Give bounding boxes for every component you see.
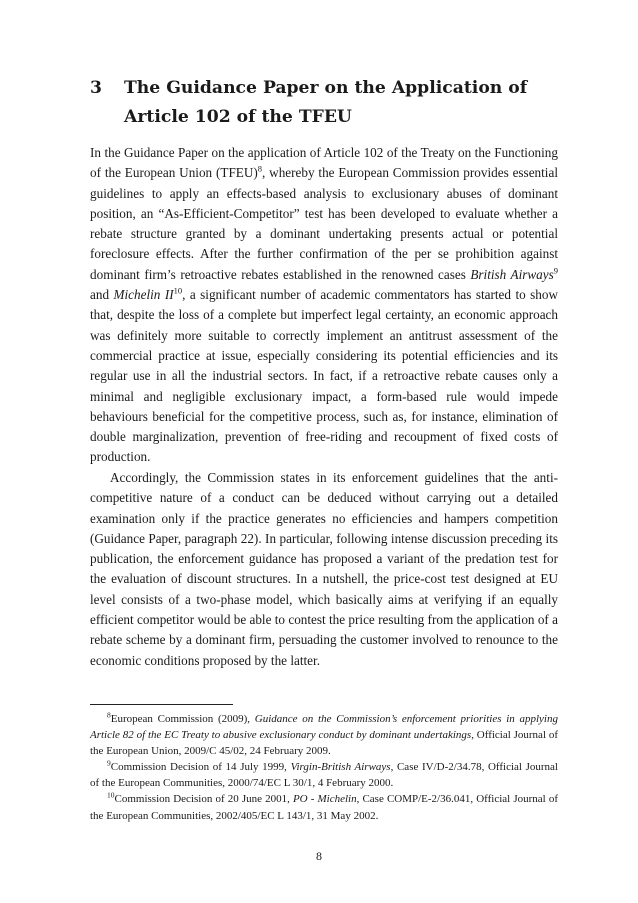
footnote-ref-9[interactable]: 9: [553, 265, 558, 276]
footnote-rule: [90, 704, 233, 705]
footnote-8: [90, 711, 558, 759]
case-name-michelin: Michelin II: [113, 287, 174, 303]
footnote-text: European Commission (2009),: [110, 713, 255, 725]
paragraph-text: and: [90, 287, 114, 303]
footnote-mark: 9: [107, 758, 111, 768]
paragraph-text: , whereby the European Commission provides essential guidelines to apply an effects-based analysis to exclusionary abuses of dominant position, an “As-Efficient-Competitor” test has been developed to evaluate whether a rebate structure granted by a dominant undertaking presents actual or potential foreclosure effects. After the further confirmation of the per se prohibition against dominant firm’s retroactive rebates established in the renowned cases: [90, 165, 558, 282]
section-title: The Guidance Paper on the Application of Article 102 of the TFEU: [124, 78, 528, 127]
footnote-text: Commission Decision of 20 June 2001,: [114, 793, 293, 806]
footnote-text: , Official Journal of the European Union, 2009/C 45/02, 24 February 2009.: [90, 729, 558, 758]
footnote-text: , Case COMP/E-2/36.041, Official Journal of the European Communities, 2002/405/EC L 143/1, 31 May 2002.: [90, 793, 558, 822]
footnote-ref-10[interactable]: 10: [173, 285, 183, 296]
footnote-title: PO - Michelin: [292, 793, 357, 806]
footnote-title: Guidance on the Commission’s enforcement priorities in applying Article 82 of the EC Treaty to abusive exclusionary conduct by dominant undertakings: [90, 713, 558, 742]
footnotes: [90, 711, 558, 824]
footnote-mark: 10: [107, 790, 115, 800]
section-number: 3: [90, 78, 102, 98]
footnote-text: , Case IV/D-2/34.78, Official Journal of the European Communities, 2000/74/EC L 30/1, 4 February 2000.: [90, 761, 558, 790]
footnote-9: [90, 759, 558, 791]
paragraph-text: , a significant number of academic commentators has started to show that, despite the loss of a complete but imperfect legal certainty, an economic approach was definitely more suitable to correctly implement an antitrust assessment of the commercial practice at issue, especially considering its potential efficiencies and its regular use in all the industrial sectors. In fact, if a retroactive rebate causes only a minimal and negligible exclusionary impact, a form-based rule would impede behaviours beneficial for the competitive process, such as, for instance, elimination of double marginalization, prevention of free-riding and recoupment of fixed costs of production.: [90, 287, 558, 465]
footnote-ref-8[interactable]: 8: [257, 163, 263, 174]
paragraph-text: In the Guidance Paper on the application of Article 102 of the Treaty on the Functioning of the European Union (TFEU): [90, 145, 558, 181]
footnote-mark: 8: [107, 710, 111, 720]
page-number: 8: [316, 849, 322, 863]
footnote-title: Virgin-British Airways: [290, 761, 391, 774]
section-heading: [90, 74, 560, 132]
body-paragraph-2: Accordingly, the Commission states in its enforcement guidelines that the anti-competitive nature of a conduct can be deduced without carrying out a detailed examination only if the practice generates no efficiencies and hampers competition (Guidance Paper, paragraph 22). In particular, following intense discussion preceding its publication, the enforcement guidance has proposed a variant of the predation test for the evaluation of discount structures. In a nutshell, the price-cost test designed at EU level consists of a two-phase model, which basically aims at verifying if an equally efficient competitor would be able to contest the price resulting from the application of a rebate scheme by a dominant firm, persuading the customer involved to renounce to the economic conditions proposed by the latter.: [90, 470, 558, 668]
footnote-10: [90, 791, 558, 823]
footnote-text: Commission Decision of 14 July 1999,: [110, 761, 291, 774]
case-name-british-airways: British Airways: [470, 266, 554, 282]
body-paragraph-1: [90, 143, 558, 468]
